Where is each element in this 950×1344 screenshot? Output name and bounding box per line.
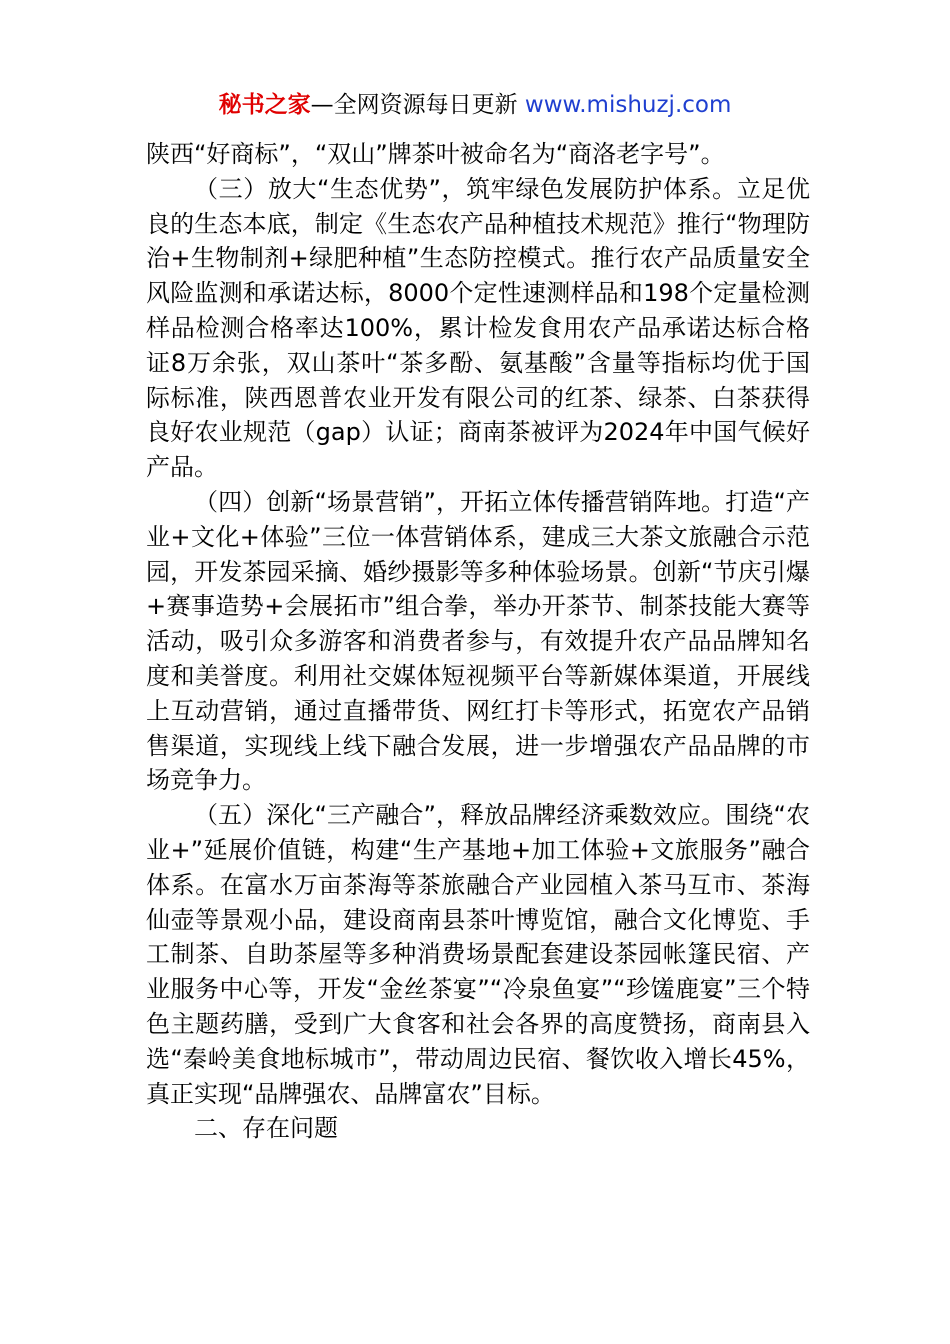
header-site-link[interactable]: www.mishuzj.com	[524, 92, 732, 118]
paragraph-section-four: （四）创新“场景营销”，开拓立体传播营销阵地。打造“产业+文化+体验”三位一体营销体系，建成三大茶文旅融合示范园，开发茶园采摘、婚纱摄影等多种体验场景。创新“节庆引爆+赛事造势+会展拓市”组合拳，举办开茶节、制茶技能大赛等活动，吸引众多游客和消费者参与，有效提升农产品品牌知名度和美誉度。利用社交媒体短视频平台等新媒体渠道，开展线上互动营销，通过直播带货、网红打卡等形式，拓宽农产品销售渠道，实现线上线下融合发展，进一步增强农产品品牌的市场竞争力。	[146, 487, 810, 795]
header-brand: 秘书之家	[218, 92, 311, 118]
document-body	[146, 137, 810, 1146]
page-header	[0, 88, 950, 122]
paragraph-section-three: （三）放大“生态优势”，筑牢绿色发展防护体系。立足优良的生态本底，制定《生态农产品种植技术规范》推行“物理防治+生物制剂+绿肥种植”生态防控模式。推行农产品质量安全风险监测和承诺达标，8000个定性速测样品和198个定量检测样品检测合格率达100%，累计检发食用农产品承诺达标合格证8万余张，双山茶叶“茶多酚、氨基酸”含量等指标均优于国际标准，陕西恩普农业开发有限公司的红茶、绿茶、白茶获得良好农业规范（gap）认证；商南茶被评为2024年中国气候好产品。	[146, 174, 810, 482]
header-tagline: —全网资源每日更新	[310, 92, 525, 118]
paragraph-section-five: （五）深化“三产融合”，释放品牌经济乘数效应。围绕“农业+”延展价值链，构建“生产基地+加工体验+文旅服务”融合体系。在富水万亩茶海等茶旅融合产业园植入茶马互市、茶海仙壶等景观小品，建设商南县茶叶博览馆，融合文化博览、手工制茶、自助茶屋等多种消费场景配套建设茶园帐篷民宿、产业服务中心等，开发“金丝茶宴”“冷泉鱼宴”“珍馐鹿宴”三个特色主题药膳，受到广大食客和社会各界的高度赞扬，商南县入选“秦岭美食地标城市”，带动周边民宿、餐饮收入增长45%，真正实现“品牌强农、品牌富农”目标。	[146, 801, 810, 1108]
paragraph-continuation: 陕西“好商标”，“双山”牌茶叶被命名为“商洛老字号”。	[146, 140, 725, 168]
section-heading-problems: 二、存在问题	[194, 1114, 338, 1143]
